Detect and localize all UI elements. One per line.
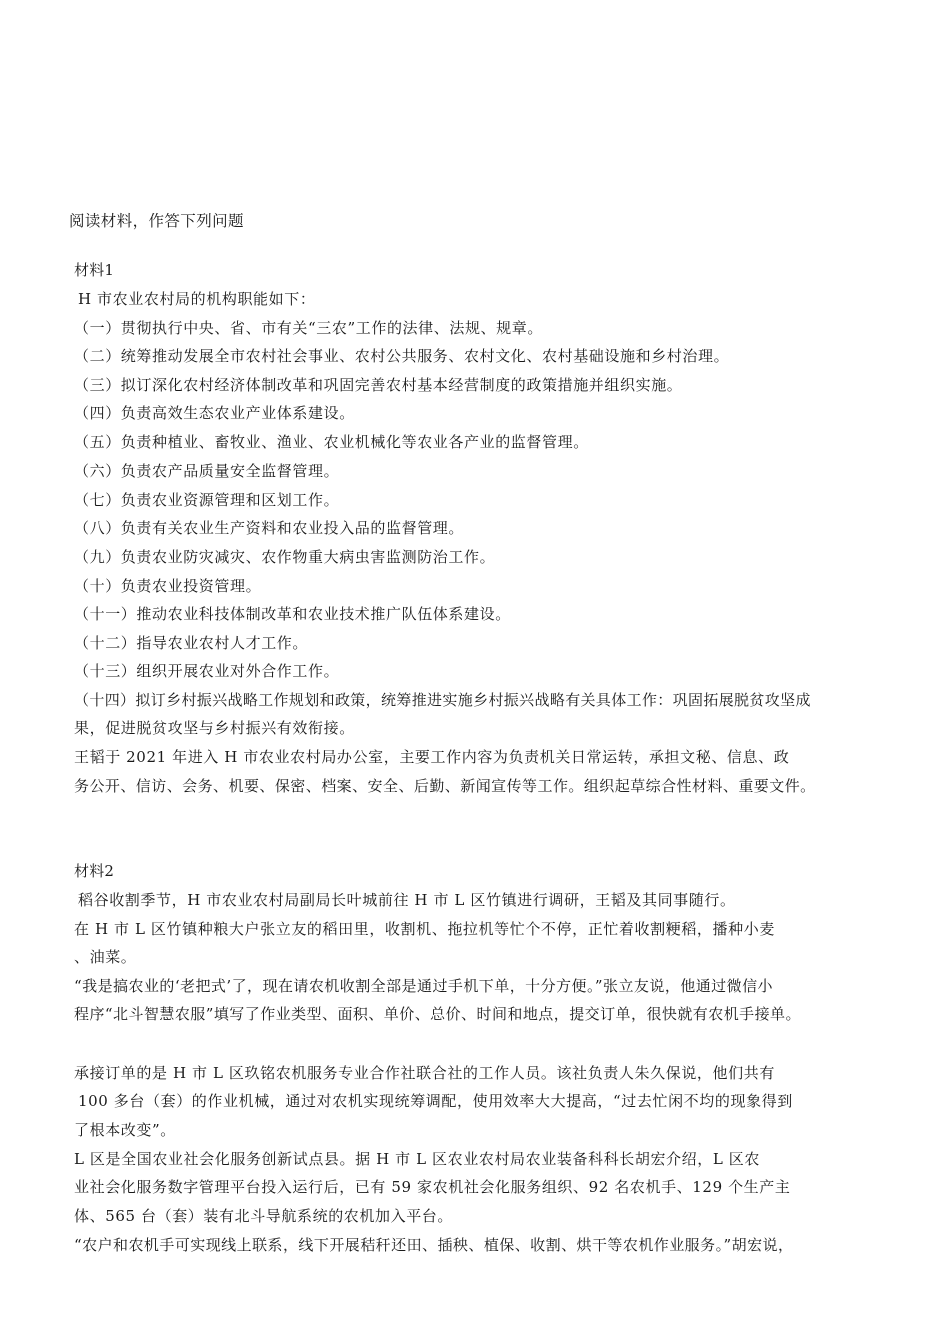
material1-line: （八）负责有关农业生产资料和农业投入品的监督管理。 <box>74 519 465 537</box>
material2-line: L 区是全国农业社会化服务创新试点县。据 H 市 L 区农业农村局农业装备科科长胡宏介绍，L 区农 <box>74 1150 760 1168</box>
material2-line: “农户和农机手可实现线上联系，线下开展秸秆还田、插秧、植保、收割、烘干等农机作业服务。”胡宏说， <box>74 1236 794 1254</box>
material2-line: 100 多台（套）的作业机械，通过对农机实现统筹调配，使用效率大大提高，“过去忙闲不均的现象得到 <box>78 1092 793 1110</box>
material2-line: 体、565 台（套）装有北斗导航系统的农机加入平台。 <box>74 1207 454 1225</box>
material2-line: “我是搞农业的‘老把式’了，现在请农机收割全部是通过手机下单，十分方便。”张立友说，他通过微信小 <box>74 977 773 995</box>
material1-line: 果，促进脱贫攻坚与乡村振兴有效衔接。 <box>74 719 355 737</box>
material1-line: 务公开、信访、会务、机要、保密、档案、安全、后勤、新闻宣传等工作。组织起草综合性材料、重要文件。 <box>74 777 816 795</box>
material1-line: （十二）指导农业农村人才工作。 <box>74 634 309 652</box>
material1-line: （七）负责农业资源管理和区划工作。 <box>74 491 340 509</box>
material2-line: 稻谷收割季节，H 市农业农村局副局长叶城前往 H 市 L 区竹镇进行调研，王韬及其同事随行。 <box>78 891 736 909</box>
material2-line: 、油菜。 <box>74 948 137 966</box>
material2-line: 在 H 市 L 区竹镇种粮大户张立友的稻田里，收割机、拖拉机等忙个不停，正忙着收割粳稻，播种小麦 <box>74 920 775 938</box>
material1-line: （九）负责农业防灾减灾、农作物重大病虫害监测防治工作。 <box>74 548 496 566</box>
material2-label: 材料2 <box>74 862 115 880</box>
material1-line: （四）负责高效生态农业产业体系建设。 <box>74 404 355 422</box>
material1-line: （十一）推动农业科技体制改革和农业技术推广队伍体系建设。 <box>74 605 511 623</box>
material1-line: H 市农业农村局的机构职能如下： <box>78 290 316 308</box>
material1-line: （六）负责农产品质量安全监督管理。 <box>74 462 340 480</box>
material1-line: （五）负责种植业、畜牧业、渔业、农业机械化等农业各产业的监督管理。 <box>74 433 589 451</box>
material1-line: 王韬于 2021 年进入 H 市农业农村局办公室，主要工作内容为负责机关日常运转，承担文秘、信息、政 <box>74 748 790 766</box>
material1-line: （十四）拟订乡村振兴战略工作规划和政策，统筹推进实施乡村振兴战略有关具体工作：巩固拓展脱贫攻坚成 <box>74 691 811 709</box>
material2-line: 程序“北斗智慧农服”填写了作业类型、面积、单价、总价、时间和地点，提交订单，很快就有农机手接单。 <box>74 1005 801 1023</box>
material2-line: 承接订单的是 H 市 L 区玖铭农机服务专业合作社联合社的工作人员。该社负责人朱久保说，他们共有 <box>74 1064 775 1082</box>
material1-line: （一）贯彻执行中央、省、市有关“三农”工作的法律、法规、规章。 <box>74 319 543 337</box>
material1-label: 材料1 <box>74 261 115 279</box>
material2-line: 业社会化服务数字管理平台投入运行后，已有 59 家农机社会化服务组织、92 名农机手、129 个生产主 <box>74 1178 791 1196</box>
intro-heading: 阅读材料，作答下列问题 <box>69 212 244 230</box>
material1-line: （十三）组织开展农业对外合作工作。 <box>74 662 340 680</box>
material1-line: （二）统筹推动发展全市农村社会事业、农村公共服务、农村文化、农村基础设施和乡村治理。 <box>74 347 730 365</box>
material2-line: 了根本改变”。 <box>74 1121 176 1139</box>
material1-line: （十）负责农业投资管理。 <box>74 577 262 595</box>
material1-line: （三）拟订深化农村经济体制改革和巩固完善农村基本经营制度的政策措施并组织实施。 <box>74 376 683 394</box>
